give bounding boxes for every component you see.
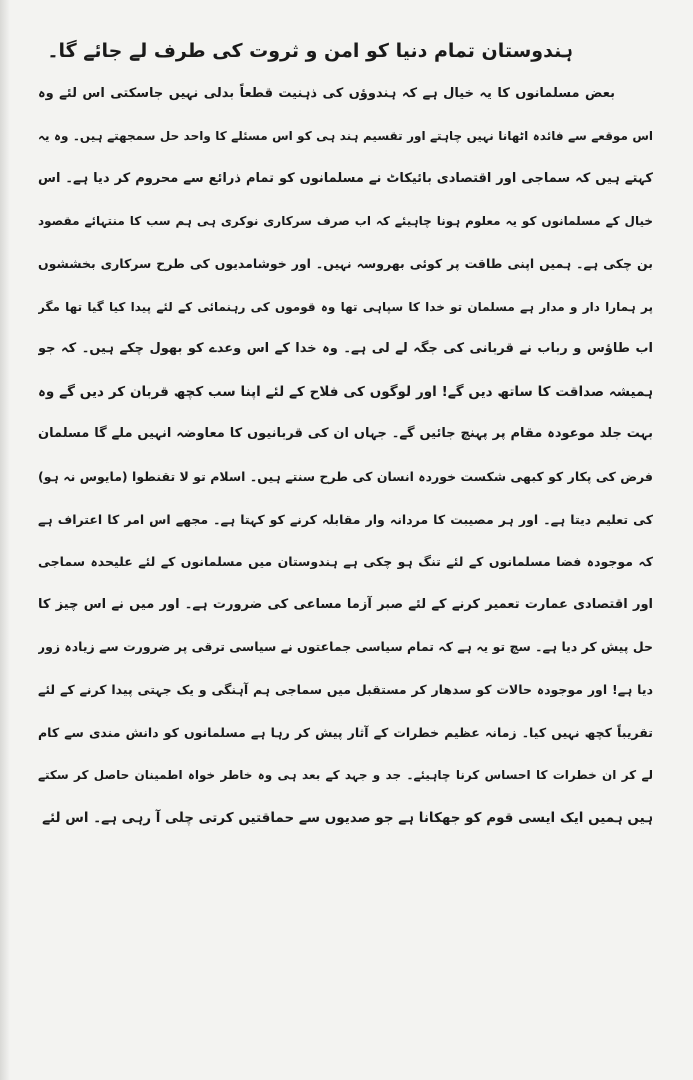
text-line-13: کہ موجودہ فضا مسلمانوں کے لئے تنگ ہو چکی ہے ہندوستان میں مسلمانوں کے لئے علیحدہ سماجی bbox=[38, 554, 653, 570]
text-line-6: بن چکی ہے۔ ہمیں اپنی طاقت پر کوئی بھروسہ نہیں۔ اور خوشامدیوں کی طرح سرکاری بخششوں bbox=[38, 255, 653, 271]
text-line-19: ہیں ہمیں ایک ایسی قوم کو جھکانا ہے جو صدیوں سے حماقتیں کرتی چلی آ رہی ہے۔ اس لئے bbox=[42, 809, 653, 826]
text-line-10: بہت جلد موعودہ مقام پر پہنچ جائیں گے۔ جہاں ان کی قربانیوں کا معاوضہ انہیں ملے گا مسلمان bbox=[38, 426, 653, 442]
text-line-15: حل پیش کر دیا ہے۔ سچ تو یہ ہے کہ تمام سیاسی جماعتوں نے سیاسی ترقی پر ضرورت سے زیادہ زور bbox=[38, 639, 653, 655]
text-line-3: اس موقعے سے فائدہ اٹھانا نہیں چاہتے اور تقسیم ہند ہی کو اس مسئلے کا واحد حل سمجھتے ہیں۔ وہ یہ bbox=[38, 129, 653, 144]
text-line-1: ہندوستان تمام دنیا کو امن و ثروت کی طرف لے جائے گا۔ bbox=[47, 40, 573, 62]
text-line-12: کی تعلیم دیتا ہے۔ اور ہر مصیبت کا مردانہ وار مقابلہ کرنے کو کہتا ہے۔ مجھے اس امر کا اعتراف ہے bbox=[38, 511, 653, 527]
text-line-8: اب طاؤس و رباب نے قربانی کی جگہ لے لی ہے۔ وہ خدا کے اس وعدے کو بھول چکے ہیں۔ کہ جو bbox=[38, 341, 653, 357]
text-line-7: پر ہمارا دار و مدار ہے مسلمان تو خدا کا سپاہی تھا وہ قوموں کی رہنمائی کے لئے پیدا کیا گیا تھا مگر bbox=[38, 299, 653, 314]
text-line-5: خیال کے مسلمانوں کو یہ معلوم ہونا چاہیئے کہ اب صرف سرکاری نوکری ہی ہم سب کا منتہائے مقصود bbox=[38, 214, 653, 229]
text-line-4: کہتے ہیں کہ سماجی اور اقتصادی بائیکاٹ نے مسلمانوں کو تمام ذرائع سے محروم کر دیا ہے۔ اس bbox=[38, 170, 653, 186]
text-line-11: فرض کی پکار کو کبھی شکست خوردہ انسان کی طرح سنتے ہیں۔ اسلام تو لا تقنطوا (مایوس نہ ہو) bbox=[38, 468, 653, 484]
page-edge-shadow bbox=[0, 0, 10, 1080]
text-line-16: دیا ہے! اور موجودہ حالات کو سدھار کر مستقبل میں سماجی ہم آہنگی و یک جہتی پیدا کرنے کے لئے bbox=[38, 681, 653, 697]
text-line-2: بعض مسلمانوں کا یہ خیال ہے کہ ہندوؤں کی ذہنیت قطعاً بدلی نہیں جاسکتی اس لئے وہ bbox=[38, 85, 615, 101]
text-line-14: اور اقتصادی عمارت تعمیر کرنے کے لئے صبر آزما مساعی کی ضرورت ہے۔ اور میں نے اس چیز کا bbox=[38, 596, 653, 612]
document-text-block bbox=[38, 30, 653, 839]
text-line-9: ہمیشہ صداقت کا ساتھ دیں گے! اور لوگوں کی فلاح کے لئے اپنا سب کچھ قربان کر دیں گے وہ bbox=[38, 383, 653, 400]
text-line-17: تقریباً کچھ نہیں کیا۔ زمانہ عظیم خطرات کے آثار پیش کر رہا ہے مسلمانوں کو دانش مندی سے کام bbox=[38, 724, 653, 740]
text-line-18: لے کر ان خطرات کا احساس کرنا چاہیئے۔ جد و جہد کے بعد ہی وہ خاطر خواہ اطمینان حاصل کر سکتے bbox=[38, 768, 653, 783]
